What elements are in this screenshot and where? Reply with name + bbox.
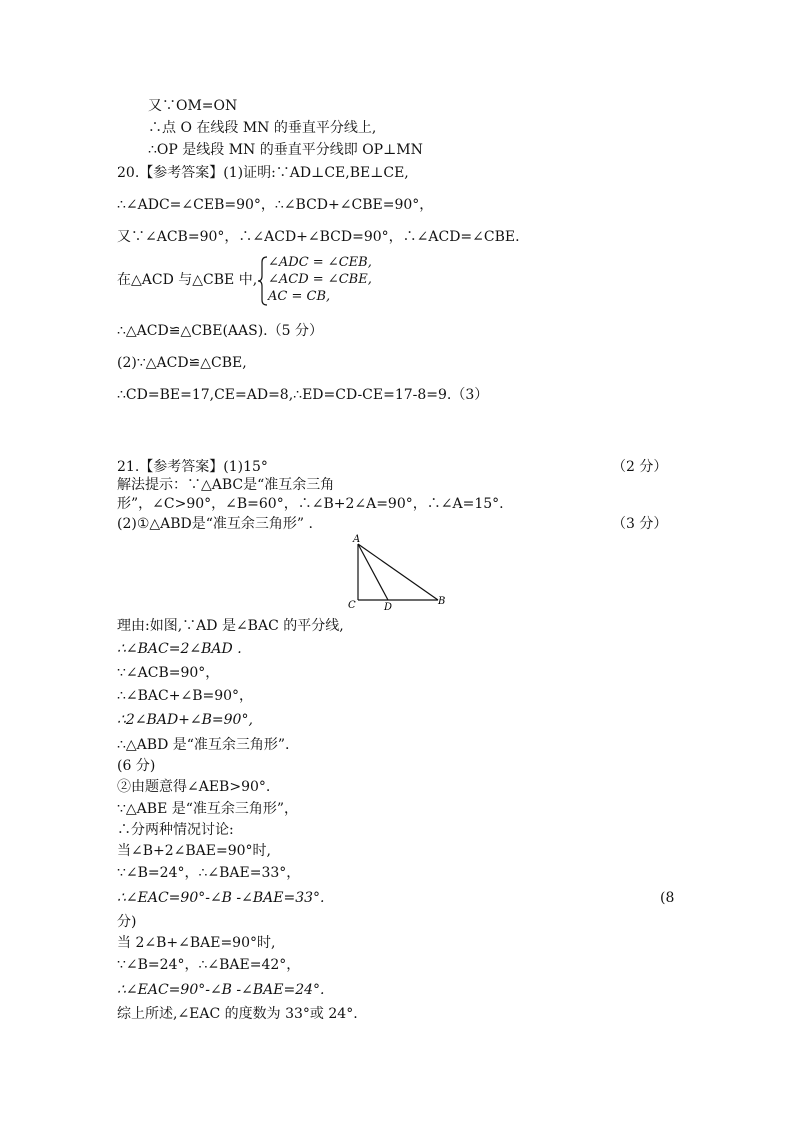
segment-ab [358,544,438,600]
label-a: A [353,534,361,545]
q21-heading: 21.【参考答案】(1)15° [117,459,268,475]
text-line: ∴2∠BAD+∠B=90°, [117,712,253,728]
text-line: ∴△ABD 是“准互余三角形”. [117,737,290,753]
q20-heading: 20.【参考答案】(1)证明:∵AD⊥CE,BE⊥CE, [117,165,409,181]
equation: AC = CB, [268,289,331,304]
score: （3 分） [612,516,668,532]
segment-ad [358,544,388,600]
text-line: 又∵∠ACB=90°，∴∠ACD+∠BCD=90°，∴∠ACD=∠CBE. [117,229,520,245]
text-line: 形”，∠C>90°，∠B=60°，∴∠B+2∠A=90°，∴∠A=15°. [117,496,504,512]
text-line: ∴∠EAC=90°-∠B -∠BAE=33°. [117,890,325,906]
text-line: 当 2∠B+∠BAE=90°时, [117,935,276,951]
text-line: (2)∵△ACD≌△CBE, [117,355,247,371]
text-line: ∴分两种情况讨论: [117,822,234,838]
text-line: ∴∠BAC=2∠BAD . [117,641,242,657]
text-line: 又∵OM=ON [148,98,238,114]
triangle-figure [340,532,460,612]
score: （2 分） [612,459,668,475]
text-line: ∵△ABE 是“准互余三角形”， [117,801,299,817]
text-line: 当∠B+2∠BAE=90°时, [117,843,271,859]
text-line: 解法提示：∵△ABC是“准互余三角 [117,477,335,493]
text-line: ∴∠BAC+∠B=90°， [117,688,254,704]
label-c: C [348,600,356,611]
text-line: ∵∠B=24°，∴∠BAE=33°， [117,865,301,881]
score: (8 [660,890,675,906]
text-line: ∴∠ADC=∠CEB=90°，∴∠BCD+∠CBE=90°， [117,197,434,213]
equation: ∠ADC = ∠CEB, [268,255,372,270]
brace [258,256,268,306]
text-line: ∵∠ACB=90°， [117,665,220,681]
text-line: ∴△ACD≌△CBE(AAS).（5 分） [117,323,323,339]
text-line: 理由:如图,∵AD 是∠BAC 的平分线, [117,618,344,634]
text-line: 综上所述,∠EAC 的度数为 33°或 24°. [117,1006,358,1022]
text-line: ②由题意得∠AEB>90°. [117,779,271,795]
label-b: B [438,596,446,607]
text-line: 在△ACD 与△CBE 中, [117,272,258,288]
text-line: ∴点 O 在线段 MN 的垂直平分线上, [148,120,377,136]
text-line: ∴CD=BE=17,CE=AD=8,∴ED=CD-CE=17-8=9.（3） [117,387,489,403]
text-line: ∴OP 是线段 MN 的垂直平分线即 OP⊥MN [148,142,423,158]
text-line: ∵∠B=24°，∴∠BAE=42°， [117,957,301,973]
text-line: (2)①△ABD是“准互余三角形” . [117,516,313,532]
text-line: (6 分) [117,758,156,774]
equation: ∠ACD = ∠CBE, [268,272,372,287]
label-d: D [384,602,393,612]
text-line: ∴∠EAC=90°-∠B -∠BAE=24°. [117,982,325,998]
text-line: 分) [117,914,137,930]
equation-system [268,254,372,305]
